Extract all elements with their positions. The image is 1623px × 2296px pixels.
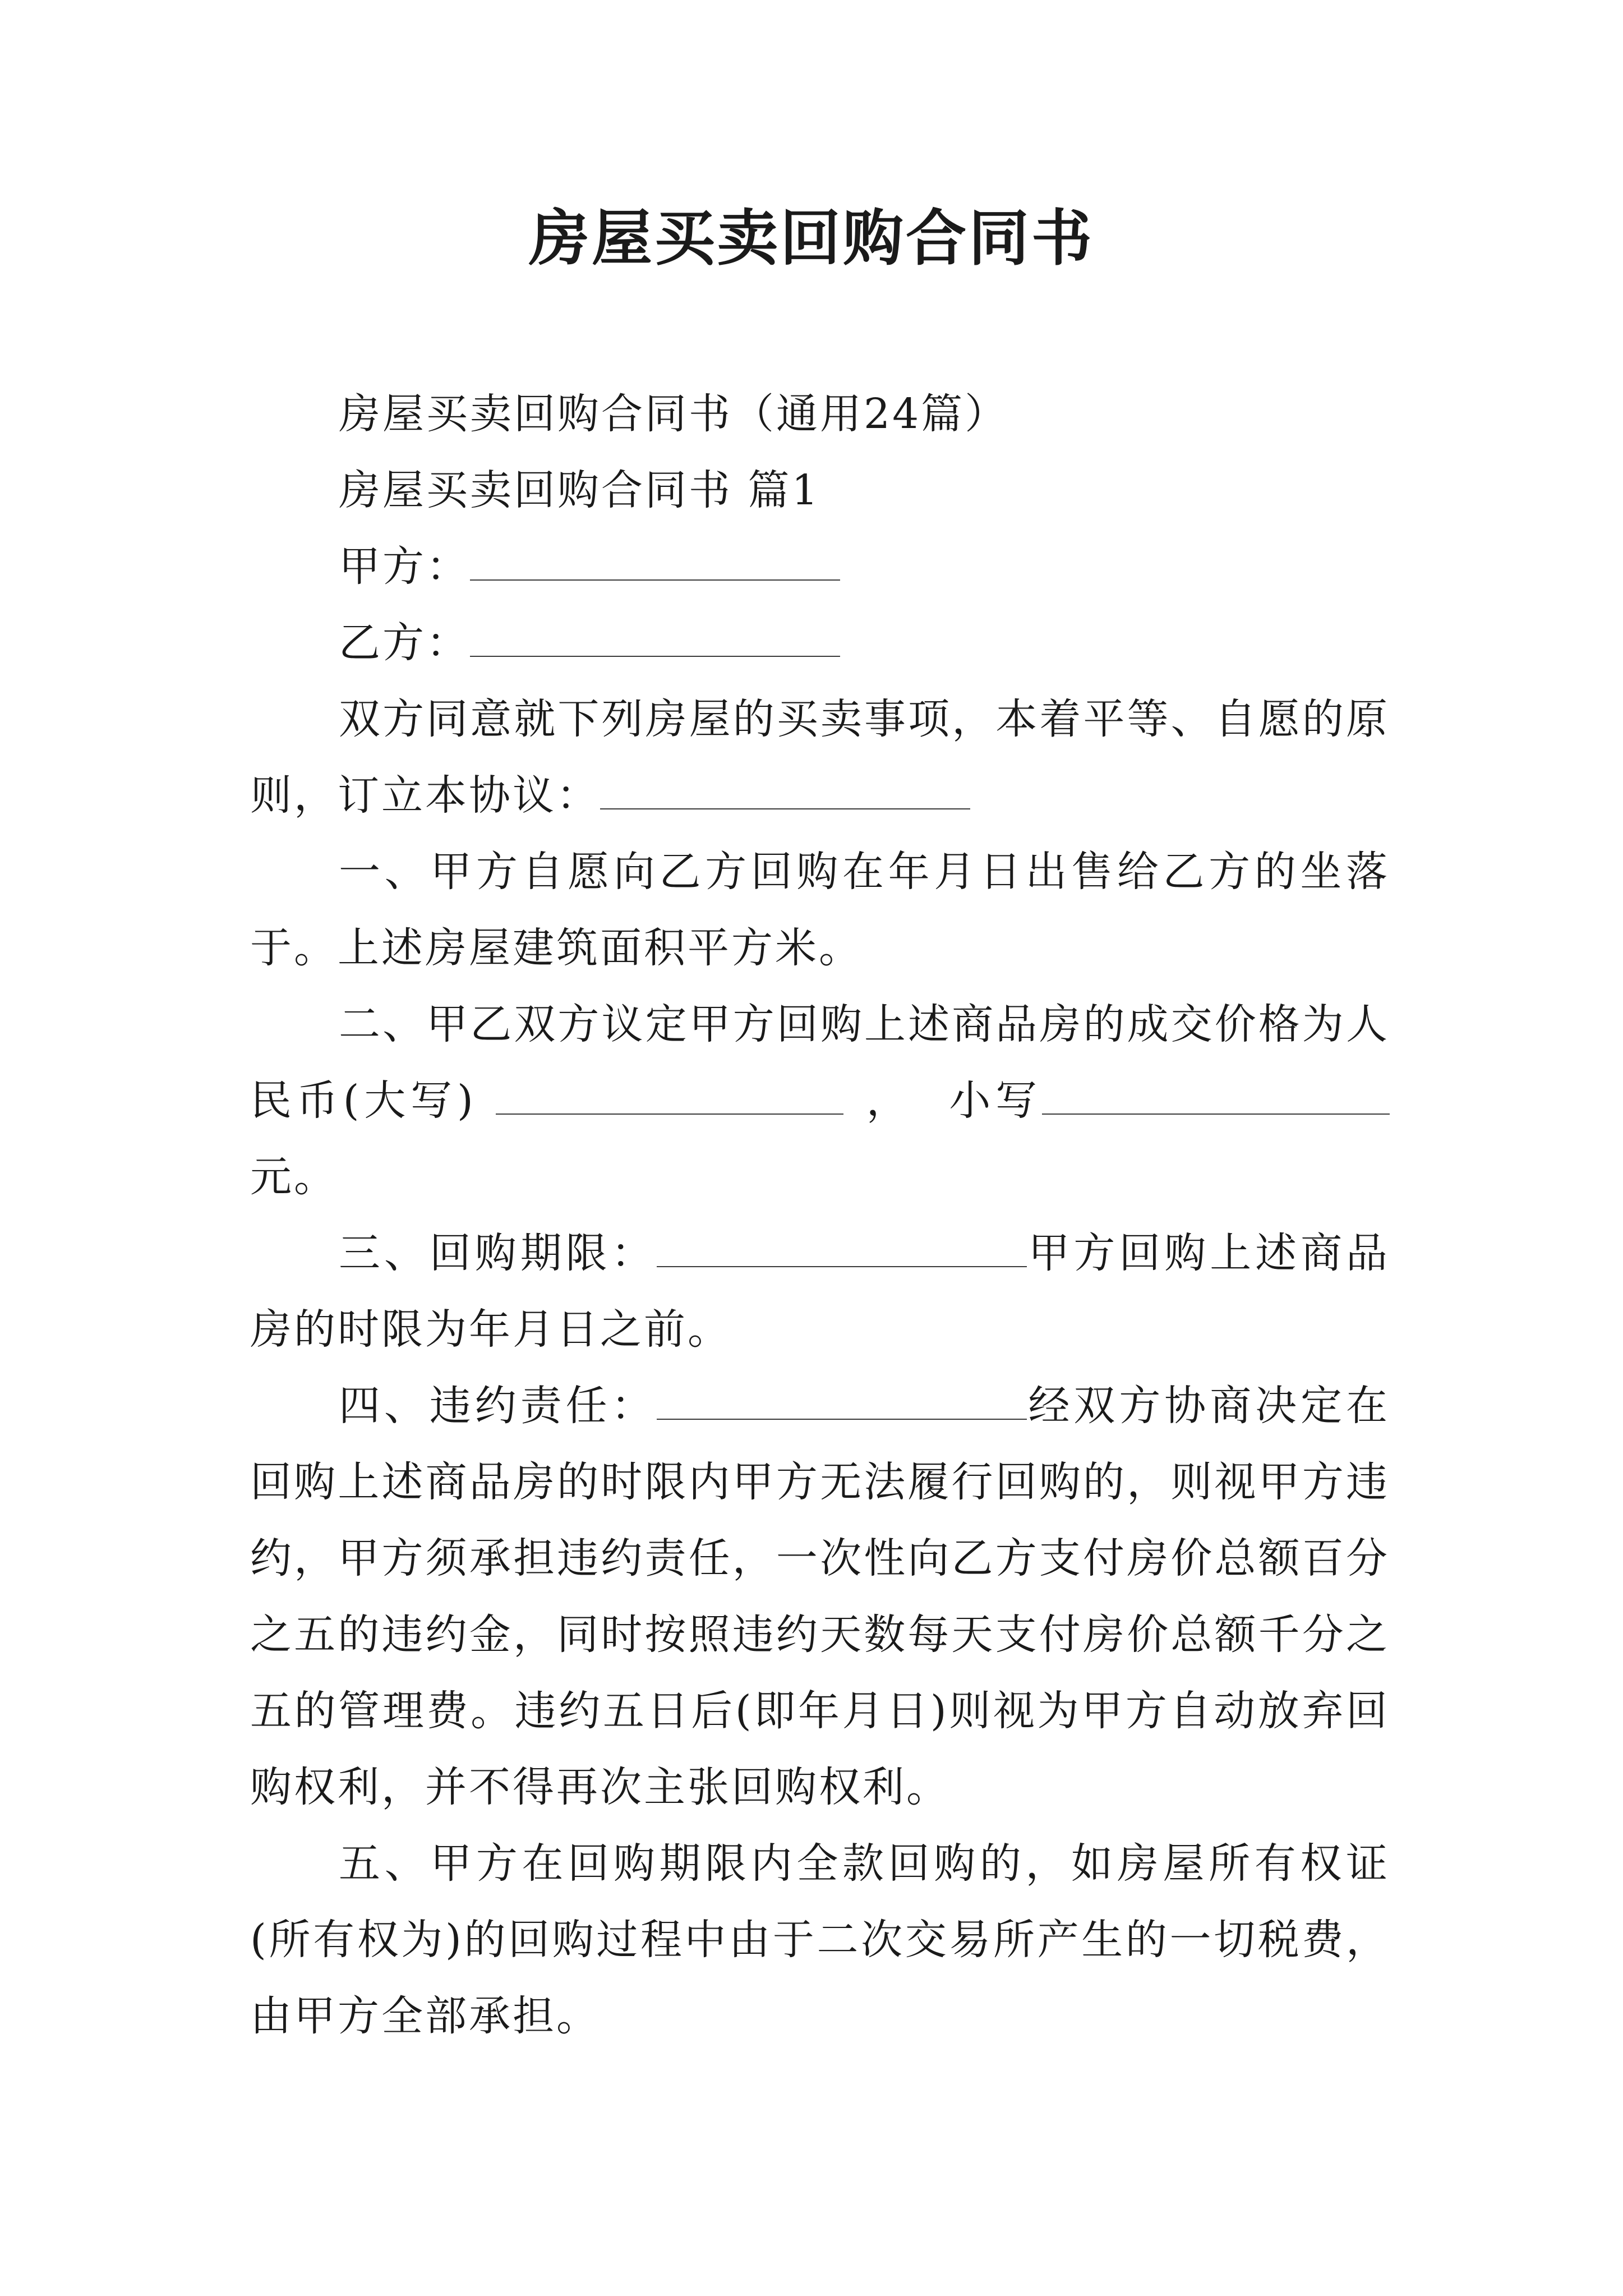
document-subtitle: 房屋买卖回购合同书（通用24篇） [339,390,1009,438]
party-b-label: 乙方： [339,619,470,667]
clause-2 [250,986,1390,1215]
clause-1: 一、甲方自愿向乙方回购在年月日出售给乙方的坐落于。上述房屋建筑面积平方米。 [250,848,1390,972]
clause-4 [250,1368,1390,1825]
clause-2-comma: ， [863,1076,913,1125]
document-body [250,376,1390,2054]
party-a-label: 甲方： [339,542,470,591]
price-uppercase-blank [496,1074,843,1115]
party-b-line [250,605,1390,681]
clause-2-prefix: 二、甲乙双方议定甲方回购上述商品房的成交价格为人民币(大写) [250,1000,1390,1125]
clause-3-prefix: 三、回购期限： [339,1229,657,1277]
price-lowercase-blank [1042,1074,1390,1115]
clause-5: 五、甲方在回购期限内全款回购的，如房屋所有权证(所有权为)的回购过程中由于二次交易所产生的一切税费，由甲方全部承担。 [250,1839,1390,2040]
party-a-blank [470,540,840,581]
clause-4-prefix: 四、违约责任： [339,1382,657,1430]
party-a-line [250,528,1390,605]
clause-3 [250,1215,1390,1368]
clause-4-suffix: 经双方协商决定在回购上述商品房的时限内甲方无法履行回购的，则视甲方违约，甲方须承担违约责任，一次性向乙方支付房价总额百分之五的违约金，同时按照违约天数每天支付房价总额千分之五的管理费。违约五日后(即年月日)则视为甲方自动放弃回购权利，并不得再次主张回购权利。 [250,1382,1390,1811]
section-heading: 房屋买卖回购合同书 篇1 [339,466,820,514]
intro-blank [600,769,970,809]
intro-text: 双方同意就下列房屋的买卖事项，本着平等、自愿的原则，订立本协议： [250,695,1390,820]
clause-4-blank [657,1379,1027,1420]
clause-2-suffix: 元。 [250,1153,338,1201]
clause-3-blank [657,1227,1027,1267]
clause-2-small: 小写 [946,1076,1043,1125]
clause-3-suffix: 甲方回购上述商品房的时限为年月日之前。 [250,1229,1390,1354]
document-title: 房屋买卖回购合同书 [528,203,1094,274]
party-b-blank [470,616,840,657]
intro-paragraph [250,681,1390,834]
